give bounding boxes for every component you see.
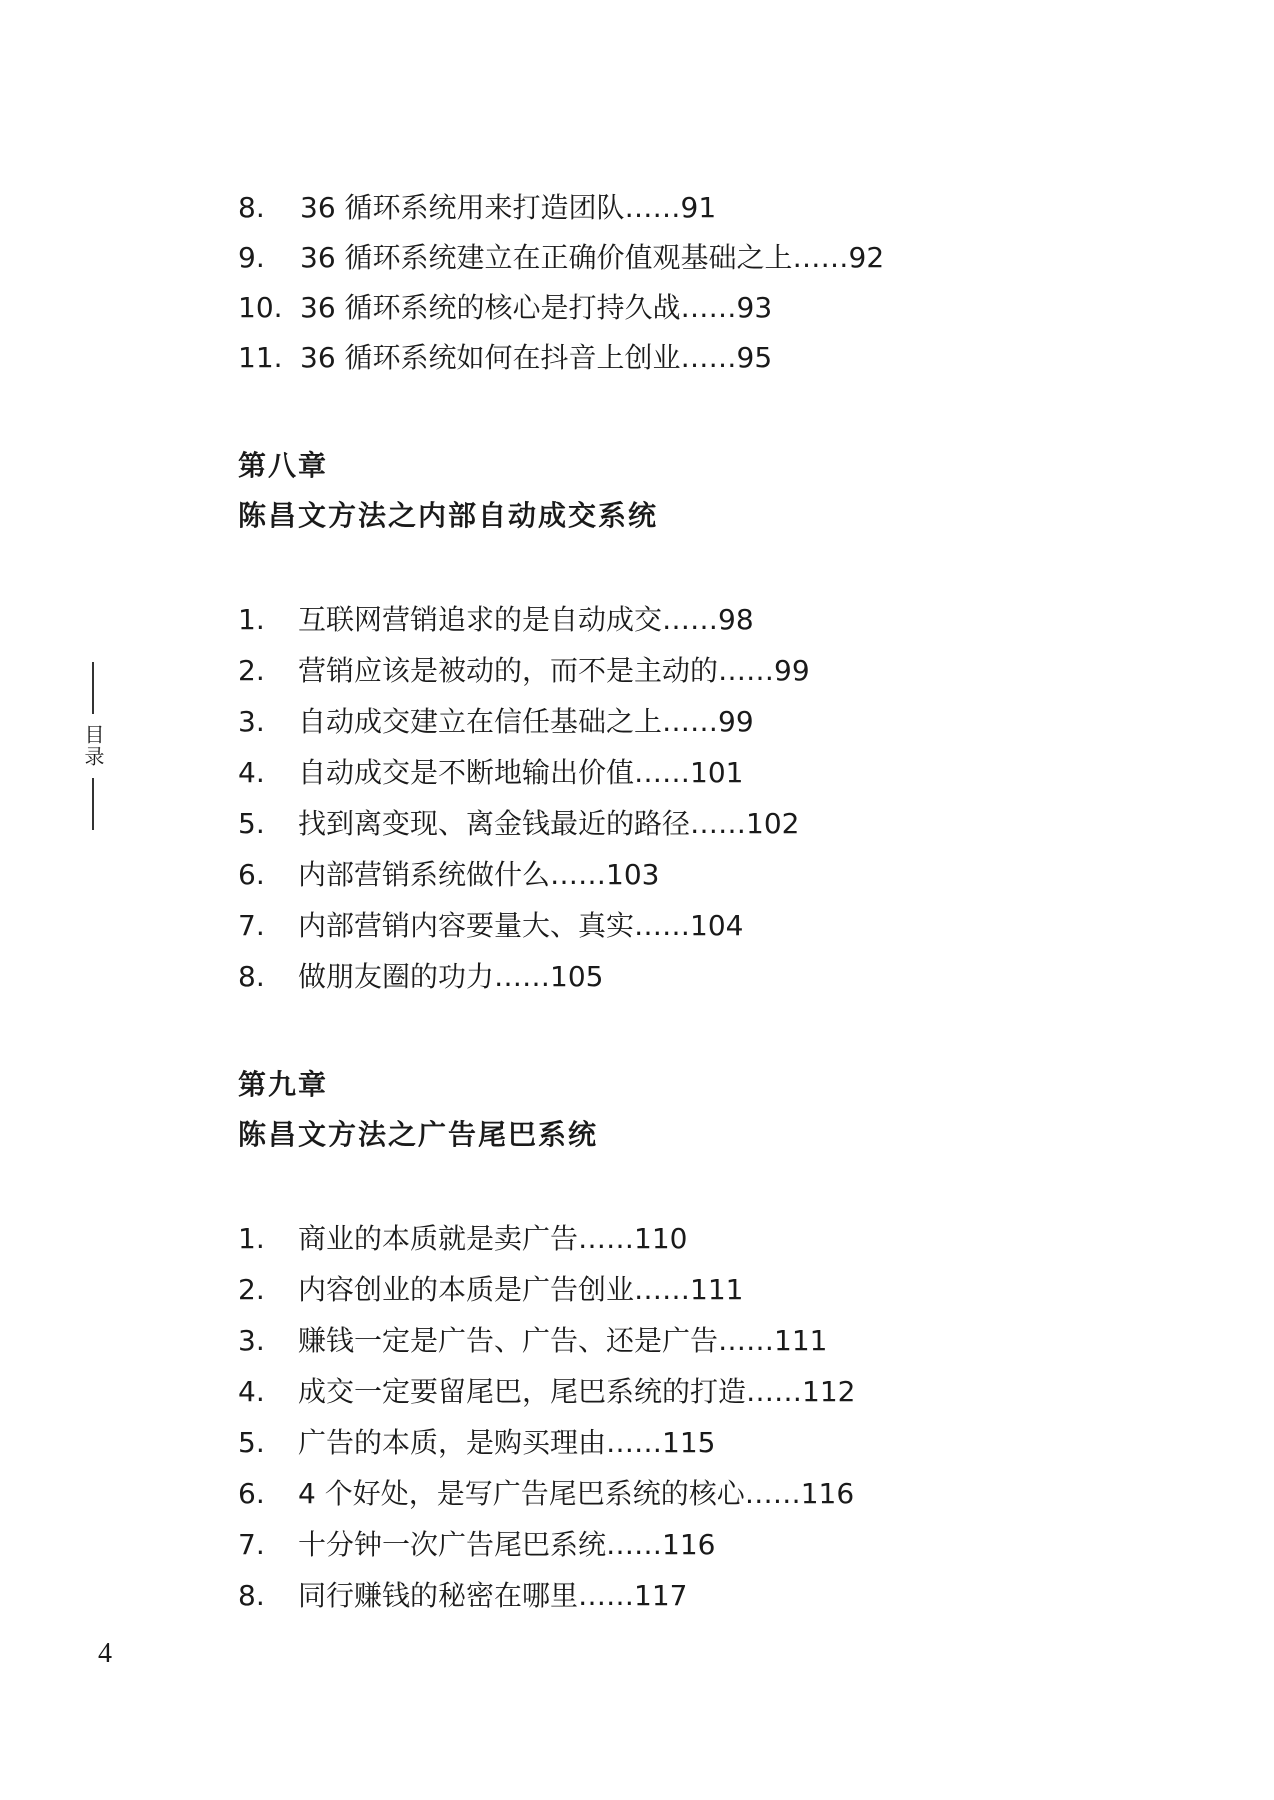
toc-entry	[238, 1372, 855, 1412]
entry-text: 36 循环系统如何在抖音上创业……95	[300, 341, 773, 374]
entry-text: 内部营销内容要量大、真实……104	[298, 909, 744, 942]
side-tab	[82, 662, 104, 830]
side-tab-divider	[92, 778, 94, 830]
toc-entry	[238, 600, 754, 640]
entry-number: 5.	[238, 1426, 265, 1459]
toc-entry	[238, 1270, 743, 1310]
toc-entry	[238, 804, 799, 844]
entry-text: 自动成交建立在信任基础之上……99	[298, 705, 754, 738]
entry-number: 3.	[238, 705, 265, 738]
entry-text: 互联网营销追求的是自动成交……98	[298, 603, 754, 636]
entry-text: 做朋友圈的功力……105	[298, 960, 604, 993]
chapter-title: 陈昌文方法之广告尾巴系统	[238, 1118, 599, 1151]
entry-number: 10.	[238, 291, 283, 324]
chapter-title: 陈昌文方法之内部自动成交系统	[238, 499, 659, 532]
entry-number: 6.	[238, 858, 265, 891]
entry-number: 7.	[238, 909, 265, 942]
page-number: 4	[98, 1638, 112, 1669]
toc-entry	[238, 1525, 715, 1565]
toc-entry	[238, 753, 743, 793]
entry-text: 广告的本质，是购买理由……115	[298, 1426, 716, 1459]
entry-text: 36 循环系统的核心是打持久战……93	[300, 291, 773, 324]
toc-entry	[238, 1576, 687, 1616]
toc-entry	[238, 1219, 687, 1259]
entry-text: 4 个好处，是写广告尾巴系统的核心……116	[298, 1477, 855, 1510]
entry-number: 1.	[238, 603, 265, 636]
entry-number: 2.	[238, 654, 265, 687]
entry-text: 赚钱一定是广告、广告、还是广告……111	[298, 1324, 828, 1357]
entry-number: 3.	[238, 1324, 265, 1357]
entry-text: 内容创业的本质是广告创业……111	[298, 1273, 744, 1306]
entry-number: 4.	[238, 756, 265, 789]
chapter-label: 第八章	[238, 449, 329, 482]
entry-number: 11.	[238, 341, 283, 374]
entry-number: 4.	[238, 1375, 265, 1408]
toc-entry	[238, 702, 754, 742]
entry-number: 8.	[238, 1579, 265, 1612]
side-tab-label: 目录	[81, 724, 105, 768]
entry-number: 2.	[238, 1273, 265, 1306]
toc-entry	[238, 238, 884, 278]
entry-text: 营销应该是被动的，而不是主动的……99	[298, 654, 810, 687]
entry-number: 9.	[238, 241, 265, 274]
entry-number: 7.	[238, 1528, 265, 1561]
toc-entry	[238, 906, 743, 946]
entry-text: 自动成交是不断地输出价值……101	[298, 756, 744, 789]
entry-number: 8.	[238, 191, 265, 224]
toc-entry	[238, 188, 716, 228]
toc-entry	[238, 288, 772, 328]
entry-text: 商业的本质就是卖广告……110	[298, 1222, 688, 1255]
entry-text: 成交一定要留尾巴，尾巴系统的打造……112	[298, 1375, 856, 1408]
toc-entry	[238, 957, 603, 997]
entry-text: 找到离变现、离金钱最近的路径……102	[298, 807, 800, 840]
entry-text: 内部营销系统做什么……103	[298, 858, 660, 891]
toc-entry	[238, 1321, 827, 1361]
toc-entry	[238, 651, 810, 691]
entry-number: 6.	[238, 1477, 265, 1510]
entry-number: 1.	[238, 1222, 265, 1255]
entry-text: 36 循环系统建立在正确价值观基础之上……92	[300, 241, 885, 274]
chapter-label: 第九章	[238, 1068, 329, 1101]
entry-text: 同行赚钱的秘密在哪里……117	[298, 1579, 688, 1612]
entry-text: 36 循环系统用来打造团队……91	[300, 191, 717, 224]
entry-number: 8.	[238, 960, 265, 993]
toc-entry	[238, 1474, 854, 1514]
toc-entry	[238, 338, 772, 378]
toc-entry	[238, 855, 659, 895]
entry-text: 十分钟一次广告尾巴系统……116	[298, 1528, 716, 1561]
side-tab-divider	[92, 662, 94, 714]
toc-entry	[238, 1423, 715, 1463]
entry-number: 5.	[238, 807, 265, 840]
